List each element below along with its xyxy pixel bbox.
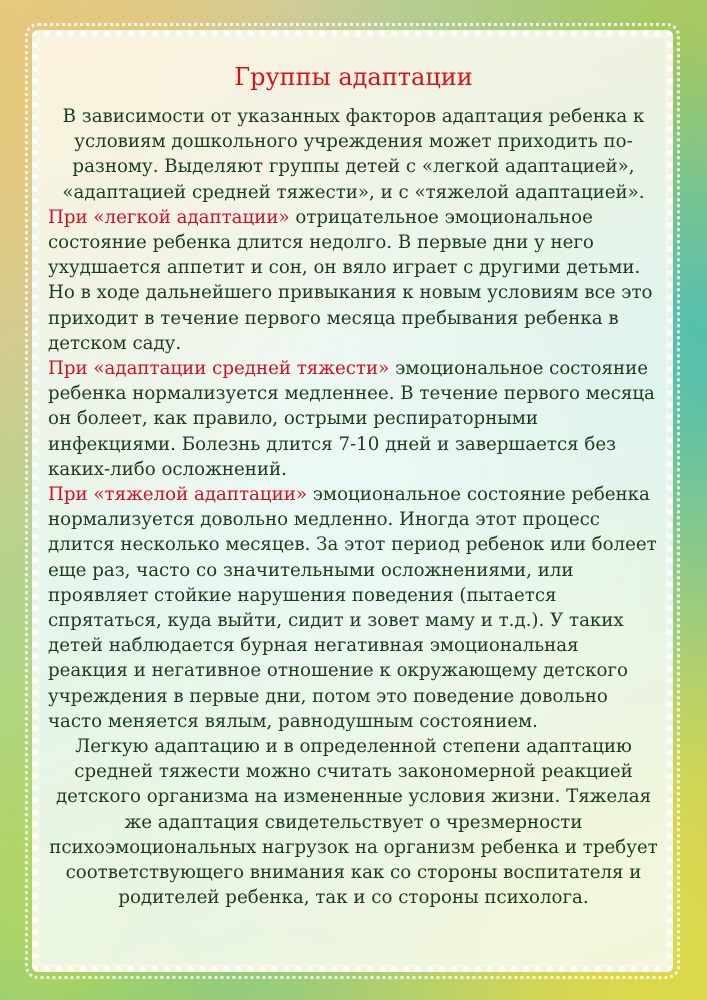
- light-adaptation-label: При «легкой адаптации»: [48, 206, 290, 228]
- medium-adaptation-paragraph: [48, 356, 659, 482]
- light-adaptation-text: отрицательное эмоциональное состояние ребенка длится недолго. В первые дни у него ухудшается аппетит и сон, он вяло играет с другими детьми. Но в ходе дальнейшего привыкания к новым условиям все это приходит в течение первого месяца пребывания ребенка в детском саду.: [48, 206, 653, 354]
- intro-paragraph: В зависимости от указанных факторов адаптация ребенка к условиям дошкольного учреждения может приходить по-разному. Выделяют группы детей с «легкой адаптацией», «адаптацией средней тяжести», и с «тяжелой адаптацией».: [62, 106, 645, 203]
- page-title: Группы адаптации: [234, 63, 473, 91]
- medium-adaptation-label: При «адаптации средней тяжести»: [48, 358, 390, 380]
- poster-content: [48, 58, 659, 958]
- conclusion-paragraph: Легкую адаптацию и в определенной степени адаптацию средней тяжести можно считать закономерной реакцией детского организма на измененные условия жизни. Тяжелая же адаптация свидетельствует о чрезмерности психоэмоциональных нагрузок на организм ребенка и требует соответствующего внимания как со стороны воспитателя и родителей ребенка, так и со стороны психолога.: [49, 736, 658, 909]
- medium-adaptation-text: эмоциональное состояние ребенка нормализуется медленнее. В течение первого месяца он болеет, как правило, острыми респираторными инфекциями. Болезнь длится 7-10 дней и завершается без каких-либо осложнений.: [48, 358, 655, 480]
- heavy-adaptation-paragraph: [48, 482, 659, 734]
- poster-frame: [32, 30, 673, 972]
- heavy-adaptation-label: При «тяжелой адаптации»: [48, 484, 307, 506]
- light-adaptation-paragraph: [48, 205, 659, 356]
- heavy-adaptation-text: эмоциональное состояние ребенка нормализуется довольно медленно. Иногда этот процесс длится несколько месяцев. За этот период ребенок или болеет еще раз, часто со значительными осложнениями, или проявляет стойкие нарушения поведения (пытается спрятаться, куда выйти, сидит и зовет маму и т.д.). У таких детей наблюдается бурная негативная эмоциональная реакция и негативное отношение к окружающему детского учреждения в первые дни, потом это поведение довольно часто меняется вялым, равнодушным состоянием.: [48, 484, 657, 732]
